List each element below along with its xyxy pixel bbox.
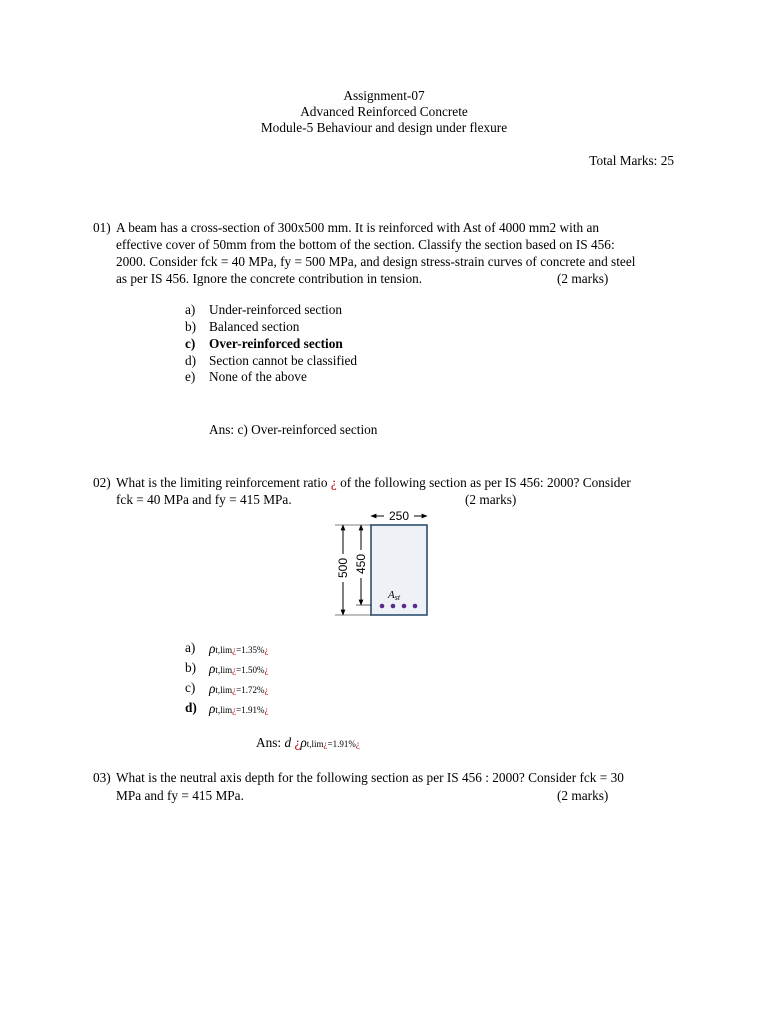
q1-line-1: A beam has a cross-section of 300x500 mm. It is reinforced with Ast of 4000 mm2 with an: [116, 220, 600, 235]
width-label: 250: [388, 509, 410, 523]
q2-answer-label: Ans:: [256, 735, 285, 750]
q1-option-a-text: Under-reinforced section: [209, 302, 343, 317]
rho-sub: t: [306, 739, 310, 749]
assignment-title: Assignment-07: [343, 88, 425, 103]
q2-number: 02): [93, 475, 111, 490]
rho-symbol: ρ: [209, 701, 216, 716]
q1-answer: Ans: c) Over-reinforced section: [209, 422, 378, 437]
q1-line-4: as per IS 456. Ignore the concrete contribution in tension.: [116, 271, 423, 286]
rho-symbol: ρ: [209, 661, 216, 676]
q1-option-e-text: None of the above: [209, 369, 307, 384]
glyph: ¿: [355, 739, 360, 749]
q2-answer: [256, 735, 360, 751]
q1-option-d-text: Section cannot be classified: [209, 353, 358, 368]
q1-number: 01): [93, 220, 111, 235]
glyph: ¿: [294, 735, 301, 750]
rho-lim: ,lim: [217, 665, 233, 675]
q1-option-c-text: Over-reinforced section: [209, 336, 343, 351]
steel-label-a: A: [388, 589, 395, 601]
q1-line-3: 2000. Consider fck = 40 MPa, fy = 500 MPa, and design stress-strain curves of concrete and steel: [116, 254, 636, 269]
q3-line-2: MPa and fy = 415 MPa.: [116, 788, 244, 803]
module-title: Module-5 Behaviour and design under flexure: [260, 120, 508, 135]
q1-option-b-text: Balanced section: [209, 319, 300, 334]
rho-symbol: ρ: [300, 735, 307, 750]
q1-option-d-letter: d): [185, 353, 197, 368]
q2-line-1-pre: What is the limiting reinforcement ratio: [116, 475, 331, 490]
q2-answer-d: d: [284, 735, 292, 750]
rebar-dot: [402, 604, 407, 609]
rho-lim: ,lim: [217, 645, 233, 655]
q2-line-1-post: of the following section as per IS 456: 2000? Consider: [336, 475, 631, 490]
rebar-dot: [380, 604, 385, 609]
glyph: ¿: [232, 645, 237, 655]
q2-line-1: [116, 474, 631, 491]
option-value: =1.72%: [236, 685, 265, 695]
q1-option-c-letter: c): [185, 336, 196, 351]
steel-label-sub: st: [394, 593, 401, 602]
q1-option-e-letter: e): [185, 369, 196, 384]
q1-line-2: effective cover of 50mm from the bottom of the section. Classify the section based on IS 456:: [116, 237, 615, 252]
course-title: Advanced Reinforced Concrete: [300, 104, 468, 119]
rho-symbol: ρ: [209, 641, 216, 656]
glyph: ¿: [232, 665, 237, 675]
total-marks: Total Marks: 25: [589, 153, 674, 168]
glyph: ¿: [264, 705, 269, 715]
q1-option-b-letter: b): [185, 319, 197, 334]
rho-sub: t: [215, 685, 218, 695]
q1-option-a-letter: a): [185, 302, 196, 317]
glyph: ¿: [323, 739, 328, 749]
rebar-dot: [413, 604, 418, 609]
q2-option-d-letter: d): [185, 700, 197, 715]
q2-option-d-math: [209, 701, 269, 717]
beam-section-figure: [330, 508, 434, 620]
answer-value: =1.91%: [327, 739, 356, 749]
q2-marks: (2 marks): [465, 492, 517, 507]
rho-lim: ,lim: [217, 705, 233, 715]
effective-depth-label: 450: [354, 553, 368, 575]
q2-glyph: ¿: [330, 475, 337, 490]
option-value: =1.50%: [236, 665, 265, 675]
glyph: ¿: [264, 685, 269, 695]
q2-option-c-letter: c): [185, 680, 196, 695]
option-value: =1.35%: [236, 645, 265, 655]
rho-sub: t: [215, 705, 218, 715]
q2-option-c-math: [209, 681, 269, 697]
q3-marks: (2 marks): [557, 788, 609, 803]
q3-number: 03): [93, 770, 111, 785]
option-value: =1.91%: [236, 705, 265, 715]
q2-option-b-math: [209, 661, 269, 677]
rho-lim: ,lim: [309, 739, 324, 749]
glyph: ¿: [264, 645, 269, 655]
q2-option-a-math: [209, 641, 269, 657]
rho-lim: ,lim: [217, 685, 233, 695]
overall-depth-label: 500: [336, 557, 350, 579]
q2-option-b-letter: b): [185, 660, 197, 675]
q2-option-a-letter: a): [185, 640, 196, 655]
rho-symbol: ρ: [209, 681, 216, 696]
q3-line-1: What is the neutral axis depth for the following section as per IS 456 : 2000? Consider fck = 30: [116, 770, 624, 785]
rebar-dot: [391, 604, 396, 609]
q1-marks: (2 marks): [557, 271, 609, 286]
glyph: ¿: [232, 685, 237, 695]
glyph: ¿: [232, 705, 237, 715]
rho-sub: t: [215, 645, 218, 655]
q2-line-2: fck = 40 MPa and fy = 415 MPa.: [116, 492, 292, 507]
rho-sub: t: [215, 665, 218, 675]
glyph: ¿: [264, 665, 269, 675]
